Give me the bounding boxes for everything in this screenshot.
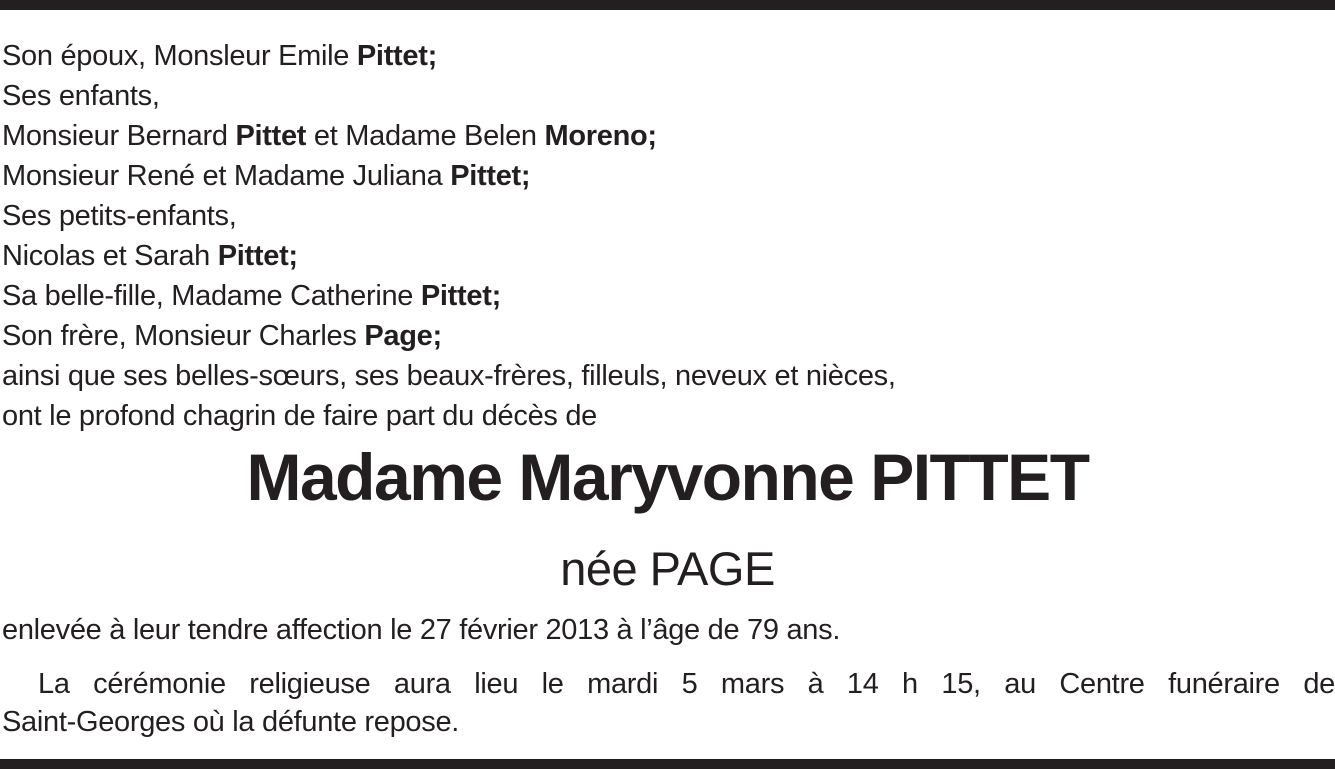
family-line	[2, 356, 1332, 396]
family-line-text: Son frère, Monsieur Charles	[2, 320, 365, 352]
family-line-surname: Pittet;	[217, 240, 298, 272]
family-line-text: Ses petits-enfants,	[2, 200, 237, 232]
family-line-surname: Pittet;	[420, 280, 501, 312]
family-line-text: Sa belle-fille, Madame Catherine	[2, 280, 421, 312]
ceremony-details	[2, 665, 1335, 741]
deceased-name: Madame Maryvonne PITTET	[246, 440, 1089, 514]
family-line	[2, 116, 1332, 156]
family-line	[2, 236, 1332, 276]
family-line-text: Monsieur René et Madame Juliana	[2, 160, 451, 192]
family-line-text: Ses enfants,	[2, 80, 160, 112]
maiden-name: née PAGE	[560, 542, 775, 595]
family-line	[2, 276, 1332, 316]
family-line	[2, 316, 1332, 356]
family-line	[2, 76, 1332, 116]
family-line-text: Monsieur Bernard	[2, 120, 236, 152]
family-line-text: ont le profond chagrin de faire part du décès de	[2, 400, 598, 432]
family-line-surname: Page;	[364, 320, 442, 352]
ceremony-line: Saint-Georges où la défunte repose.	[2, 706, 460, 738]
family-line-text: et Madame Belen	[306, 120, 545, 152]
top-border-rule	[0, 0, 1335, 10]
family-line	[2, 156, 1332, 196]
family-line-text: ainsi que ses belles-sœurs, ses beaux-frères, filleuls, neveux et nièces,	[2, 360, 896, 392]
passing-statement: enlevée à leur tendre affection le 27 février 2013 à l’âge de 79 ans.	[2, 614, 841, 646]
family-line	[2, 196, 1332, 236]
family-line-text: Nicolas et Sarah	[2, 240, 218, 272]
family-line	[2, 36, 1332, 76]
family-line-text: Son époux, Monsleur Emile	[2, 40, 357, 72]
family-line-surname: Pittet;	[356, 40, 437, 72]
family-announcement	[2, 36, 1332, 436]
family-line-surname: Pittet;	[450, 160, 531, 192]
bottom-border-rule	[0, 759, 1335, 769]
family-line	[2, 396, 1332, 436]
family-line-surname: Pittet	[235, 120, 307, 152]
ceremony-line: La cérémonie religieuse aura lieu le mardi 5 mars à 14 h 15, au Centre funéraire de	[38, 668, 1335, 700]
family-line-surname: Moreno;	[544, 120, 657, 152]
